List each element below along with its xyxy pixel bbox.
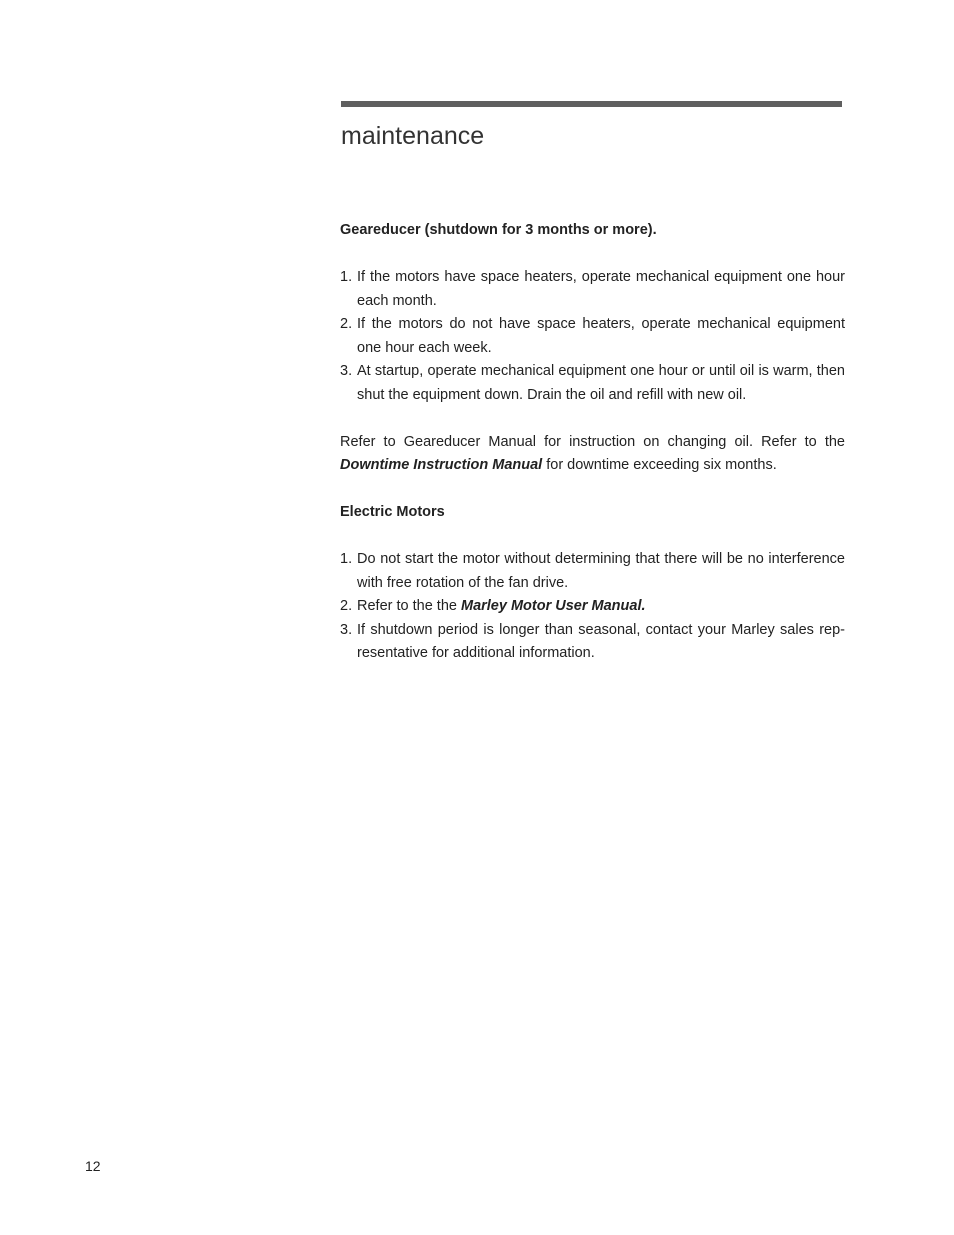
list-item-text: Refer to the the [357, 598, 461, 614]
electric-motors-heading: Electric Motors [340, 504, 445, 520]
list-item-number: 3. [340, 621, 353, 638]
downtime-manual-reference: Downtime Instruction Manual [340, 457, 543, 473]
list-item-text: If the motors do not have space heaters, operate mechanical equipment one hour each week. [357, 316, 845, 356]
list-item-number: 1. [340, 551, 353, 567]
list-item [340, 360, 845, 407]
list-item-number: 1. [340, 269, 353, 285]
reference-text-pre: Refer to Geareducer Manual for instruction on changing oil. Refer to the [340, 433, 845, 450]
list-item-number: 3. [340, 363, 353, 379]
geareducer-list [340, 266, 845, 407]
list-item-text: At startup, operate mechanical equipment one hour or until oil is warm, then shut the equipment down. Drain the oil and refill with new oil. [357, 363, 845, 403]
motor-manual-reference: Marley Motor User Manual. [460, 598, 646, 614]
list-item [340, 595, 845, 619]
main-content [340, 219, 845, 666]
geareducer-reference-paragraph [340, 431, 845, 478]
list-item [340, 619, 845, 666]
list-item-text: If the motors have space heaters, operate mechanical equipment one hour each month. [357, 269, 845, 309]
electric-motors-list [340, 548, 845, 666]
page-number: 12 [85, 1158, 101, 1174]
list-item [340, 548, 845, 595]
list-item-text: If shutdown period is longer than seasonal, contact your Marley sales representative for additional information. [357, 621, 845, 661]
section-title: maintenance [341, 122, 485, 150]
list-item-number: 2. [340, 316, 353, 332]
geareducer-heading: Geareducer (shutdown for 3 months or more). [340, 222, 657, 238]
list-item-text: Do not start the motor without determining that there will be no interference with free rotation of the fan drive. [357, 551, 845, 591]
list-item-number: 2. [340, 598, 353, 614]
section-header-rule [341, 101, 842, 107]
reference-text-post: for downtime exceeding six months. [542, 457, 777, 473]
list-item [340, 313, 845, 360]
list-item [340, 266, 845, 313]
